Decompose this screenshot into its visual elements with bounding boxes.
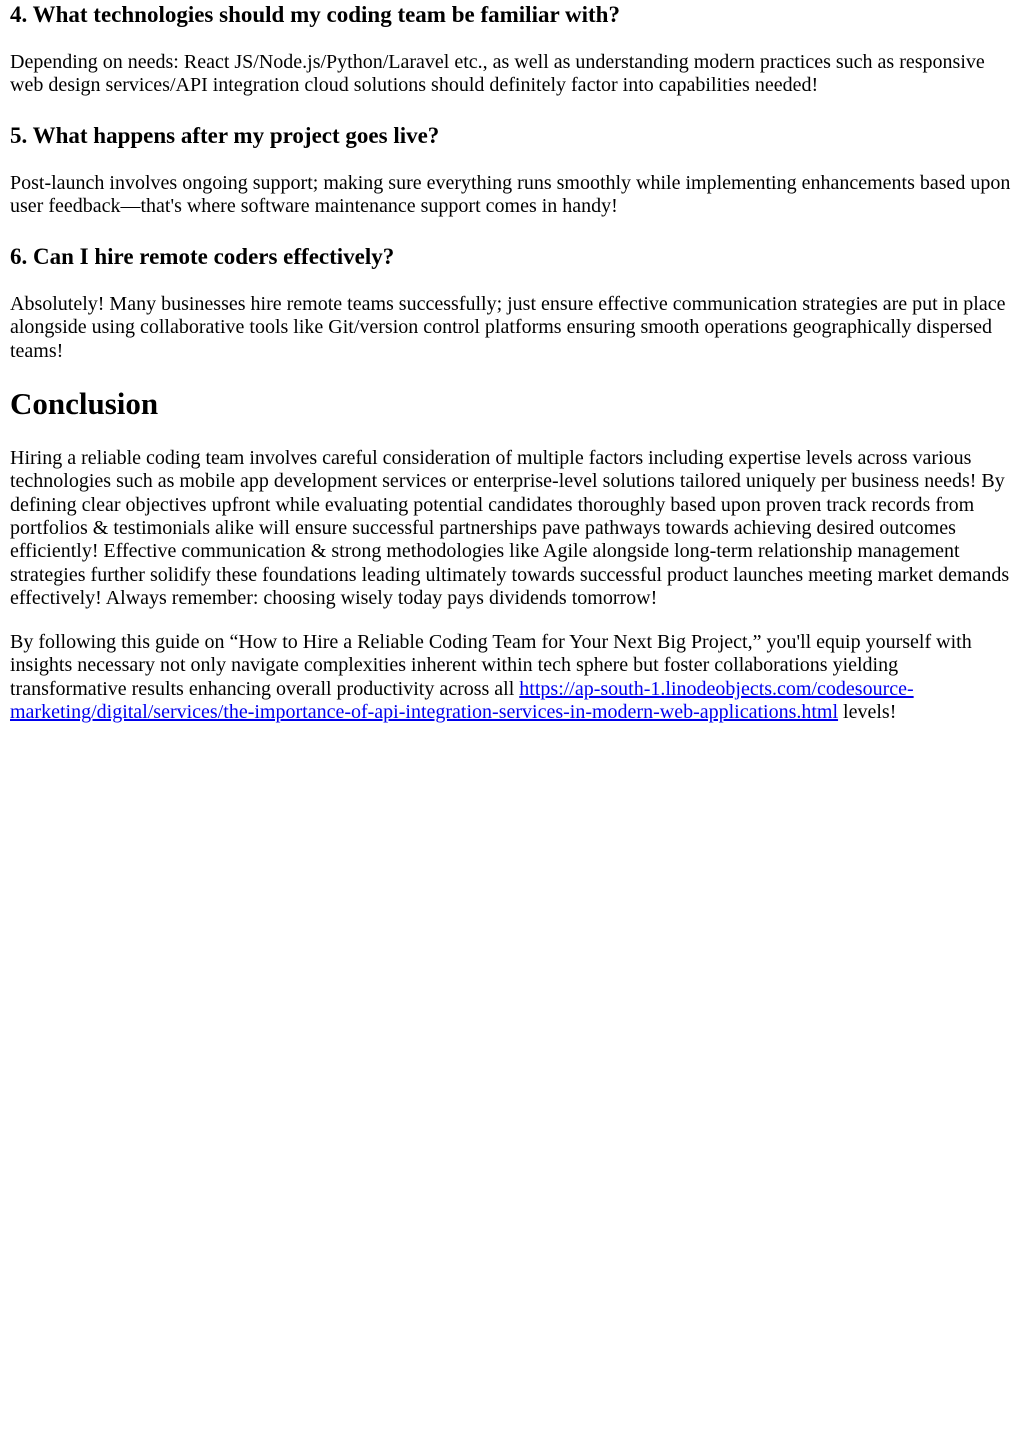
closing-text-before-link: By following this guide on “How to Hire a Reliable Coding Team for Your Next Big Project,” you'll equip yourself with insights necessary not only navigate complexities inherent within tech sphere but foster collaborations yielding transformative results enhancing overall productivity across all bbox=[10, 631, 972, 700]
faq-question-6-heading: 6. Can I hire remote coders effectively? bbox=[10, 244, 395, 270]
faq-question-4-heading: 4. What technologies should my coding team be familiar with? bbox=[10, 2, 620, 27]
closing-paragraph bbox=[10, 631, 1014, 724]
faq-answer-5: Post-launch involves ongoing support; making sure everything runs smoothly while implementing enhancements based upon user feedback—that's where software maintenance support comes in handy! bbox=[10, 171, 1011, 217]
api-integration-article-link[interactable]: https://ap-south-1.linodeobjects.com/codesource-marketing/digital/services/the-importance-of-api-integration-services-in-modern-web-applications.html bbox=[10, 677, 914, 724]
closing-text-after-link: levels! bbox=[838, 701, 897, 724]
conclusion-paragraph: Hiring a reliable coding team involves careful consideration of multiple factors including expertise levels across various technologies such as mobile app development services or enterprise-level solutions tailored uniquely per business needs! By defining clear objectives upfront while evaluating potential candidates thoroughly based upon proven track records from portfolios & testimonials alike will ensure successful partnerships pave pathways towards achieving desired outcomes efficiently! Effective communication & strong methodologies like Agile alongside long-term relationship management strategies further solidify these foundations leading ultimately towards successful product launches meeting market demands effectively! Always remember: choosing wisely today pays dividends tomorrow! bbox=[10, 447, 1010, 609]
faq-answer-6: Absolutely! Many businesses hire remote teams successfully; just ensure effective communication strategies are put in place alongside using collaborative tools like Git/version control platforms ensuring smooth operations geographically dispersed teams! bbox=[10, 293, 1006, 362]
conclusion-heading: Conclusion bbox=[10, 386, 159, 422]
faq-question-5-heading: 5. What happens after my project goes live? bbox=[10, 122, 440, 148]
faq-answer-4: Depending on needs: React JS/Node.js/Python/Laravel etc., as well as understanding modern practices such as responsive web design services/API integration cloud solutions should definitely factor into capabilities needed! bbox=[10, 51, 985, 97]
